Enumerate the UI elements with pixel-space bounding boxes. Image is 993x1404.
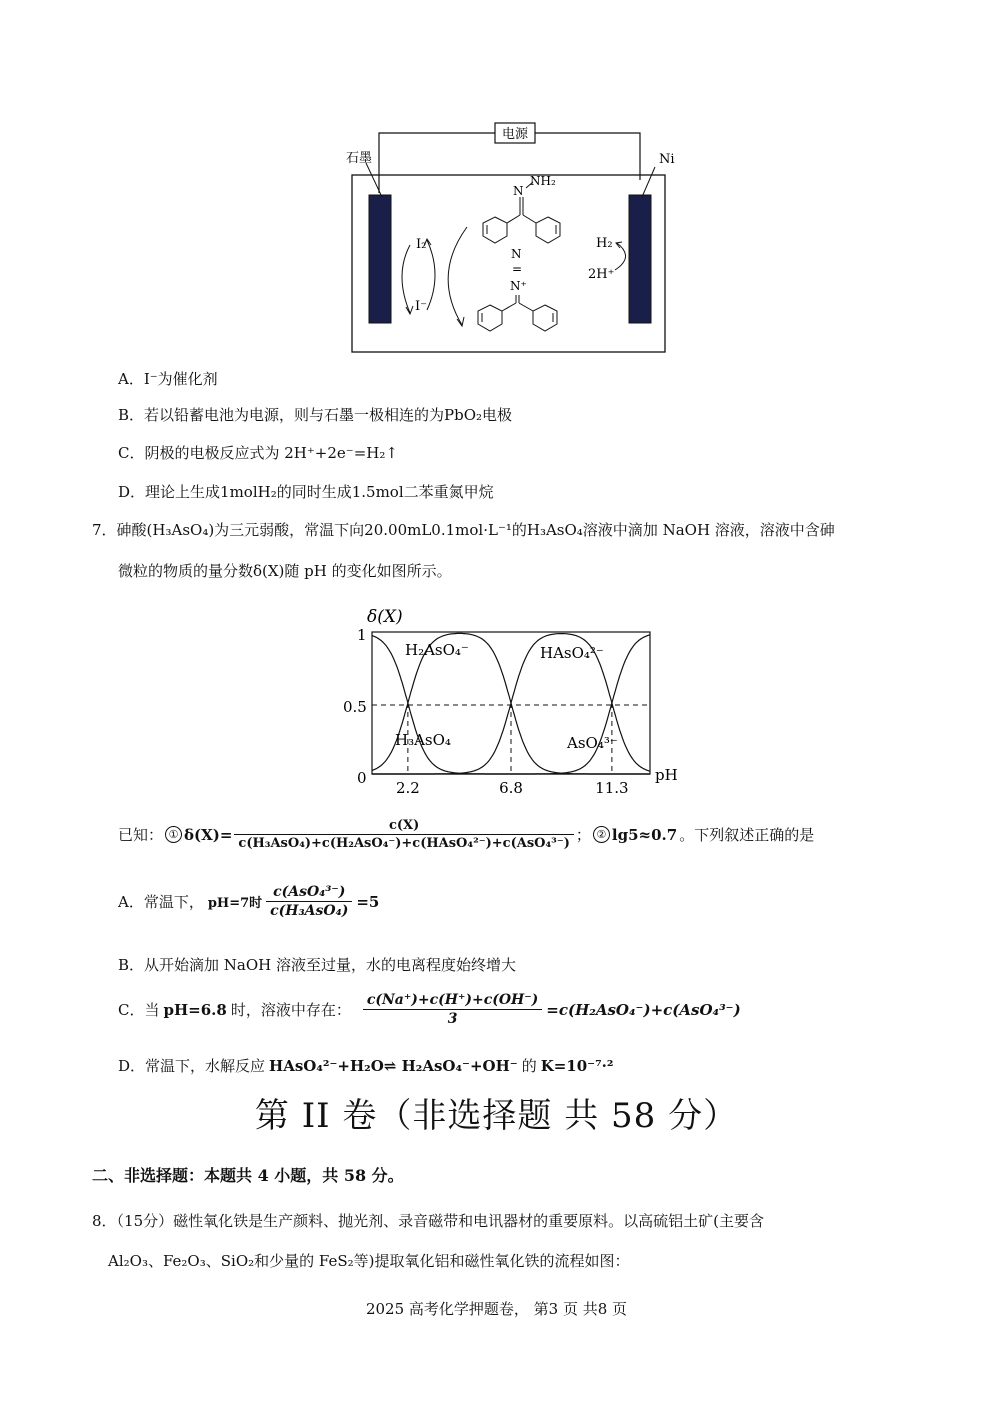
page-footer: 2025 高考化学押题卷， 第3 页 共8 页 [365, 1300, 628, 1318]
svg-text:=: = [512, 262, 523, 276]
series-label-h3aso4: H₃AsO₄ [395, 731, 451, 749]
h2-label: H₂ [596, 236, 613, 251]
q7-option-c: C．当 pH=6.8 时，溶液中存在： $\frac{c(Na^+)+c(H^+)+c(OH^-)}{3}$ =c(H₂AsO₄⁻)+c(AsO₄³⁻) [118, 992, 741, 1027]
i2-label: I₂ [416, 237, 427, 252]
right-wire [535, 133, 640, 180]
electrolytic-cell [352, 175, 665, 352]
section-subheading: 二、非选择题：本题共 4 小题，共 58 分。 [92, 1166, 404, 1185]
left-wire [379, 133, 495, 193]
series-label-haso4: HAsO₄²⁻ [540, 644, 604, 662]
graphite-label: 石墨 [346, 151, 373, 166]
q7-stem-line1: 7．砷酸(H₃AsO₄)为三元弱酸，常温下向20.00mL0.1mol·L⁻¹的H₃AsO₄溶液中滴加 NaOH 溶液，溶液中含砷 [92, 521, 835, 539]
ni-label: Ni [659, 152, 675, 167]
x-tick-label: 11.3 [595, 779, 629, 797]
q8-stem-line2: Al₂O₃、Fe₂O₃、SiO₂和少量的 FeS₂等)提取氧化铝和磁性氧化铁的流程如图： [108, 1252, 630, 1270]
iminus-to-i2-arrow [427, 240, 435, 310]
i2-to-iminus-arrow [402, 245, 410, 313]
series-label-h2aso4: H₂AsO₄⁻ [405, 641, 469, 659]
2hplus-label: 2H⁺ [588, 267, 615, 282]
x-tick-label: 6.8 [499, 779, 523, 797]
q6-option-c: C．阴极的电极反应式为 2H⁺+2e⁻=H₂↑ [118, 444, 398, 462]
y-tick-0.5: 0.5 [343, 698, 367, 716]
graphite-electrode [369, 195, 391, 323]
diazo-molecule [478, 295, 557, 331]
x-tick-label: 2.2 [395, 779, 420, 797]
q7-stem-line2: 微粒的物质的量分数δ(X)随 pH 的变化如图所示。 [118, 562, 452, 580]
svg-text:N: N [513, 184, 524, 198]
nplus-label: N⁺ [510, 279, 527, 293]
ni-electrode [629, 195, 651, 323]
nh2-label: NH₂ [530, 174, 556, 188]
electrolysis-diagram [330, 115, 690, 360]
q7-known-line: 已知： ① δ(X)= $\frac{c(X)}{\text{c(H₃AsO₄)+c(H₂AsO₄⁻)+c(HAsO₄²⁻)+c(AsO₄³⁻)}}$ ； ② lg5≈0.7 。下列叙述正确的是 [118, 818, 815, 851]
y-axis-label: δ(X) [367, 607, 403, 627]
distribution-chart [335, 600, 695, 800]
q6-option-b: B．若以铅蓄电池为电源，则与石墨一极相连的为PbO₂电极 [118, 406, 513, 424]
q6-option-d: D．理论上生成1molH₂的同时生成1.5mol二苯重氮甲烷 [118, 483, 494, 501]
x-axis-label: pH [655, 766, 678, 784]
hplus-to-h2-arrow [615, 243, 626, 270]
q7-option-d: D．常温下，水解反应 HAsO₄²⁻+H₂O⇌ H₂AsO₄⁻+OH⁻ 的 K=10⁻⁷·² [118, 1056, 614, 1075]
q7-option-b: B．从开始滴加 NaOH 溶液至过量，水的电离程度始终增大 [118, 956, 517, 974]
y-tick-1: 1 [357, 626, 367, 644]
section-heading: 第 II 卷（非选择题 共 58 分） [254, 1096, 739, 1136]
power-source-label: 电源 [501, 127, 529, 142]
q7-option-a: A．常温下， pH=7时 $\frac{\text{c(AsO₄³⁻)}}{\text{c(H₃AsO₄)}}$ =5 [118, 884, 380, 919]
svg-text:N: N [511, 247, 522, 261]
series-label-aso4: AsO₄³⁻ [567, 734, 618, 752]
iminus-label: I⁻ [415, 299, 427, 314]
conversion-arrow [448, 227, 467, 325]
q8-stem-line1: 8．（15分）磁性氧化铁是生产颜料、抛光剂、录音磁带和电讯器材的重要原料。以高硫铝土矿(主要含 [92, 1212, 764, 1230]
q6-option-a: A．I⁻为催化剂 [118, 370, 218, 388]
y-tick-0: 0 [357, 769, 367, 787]
